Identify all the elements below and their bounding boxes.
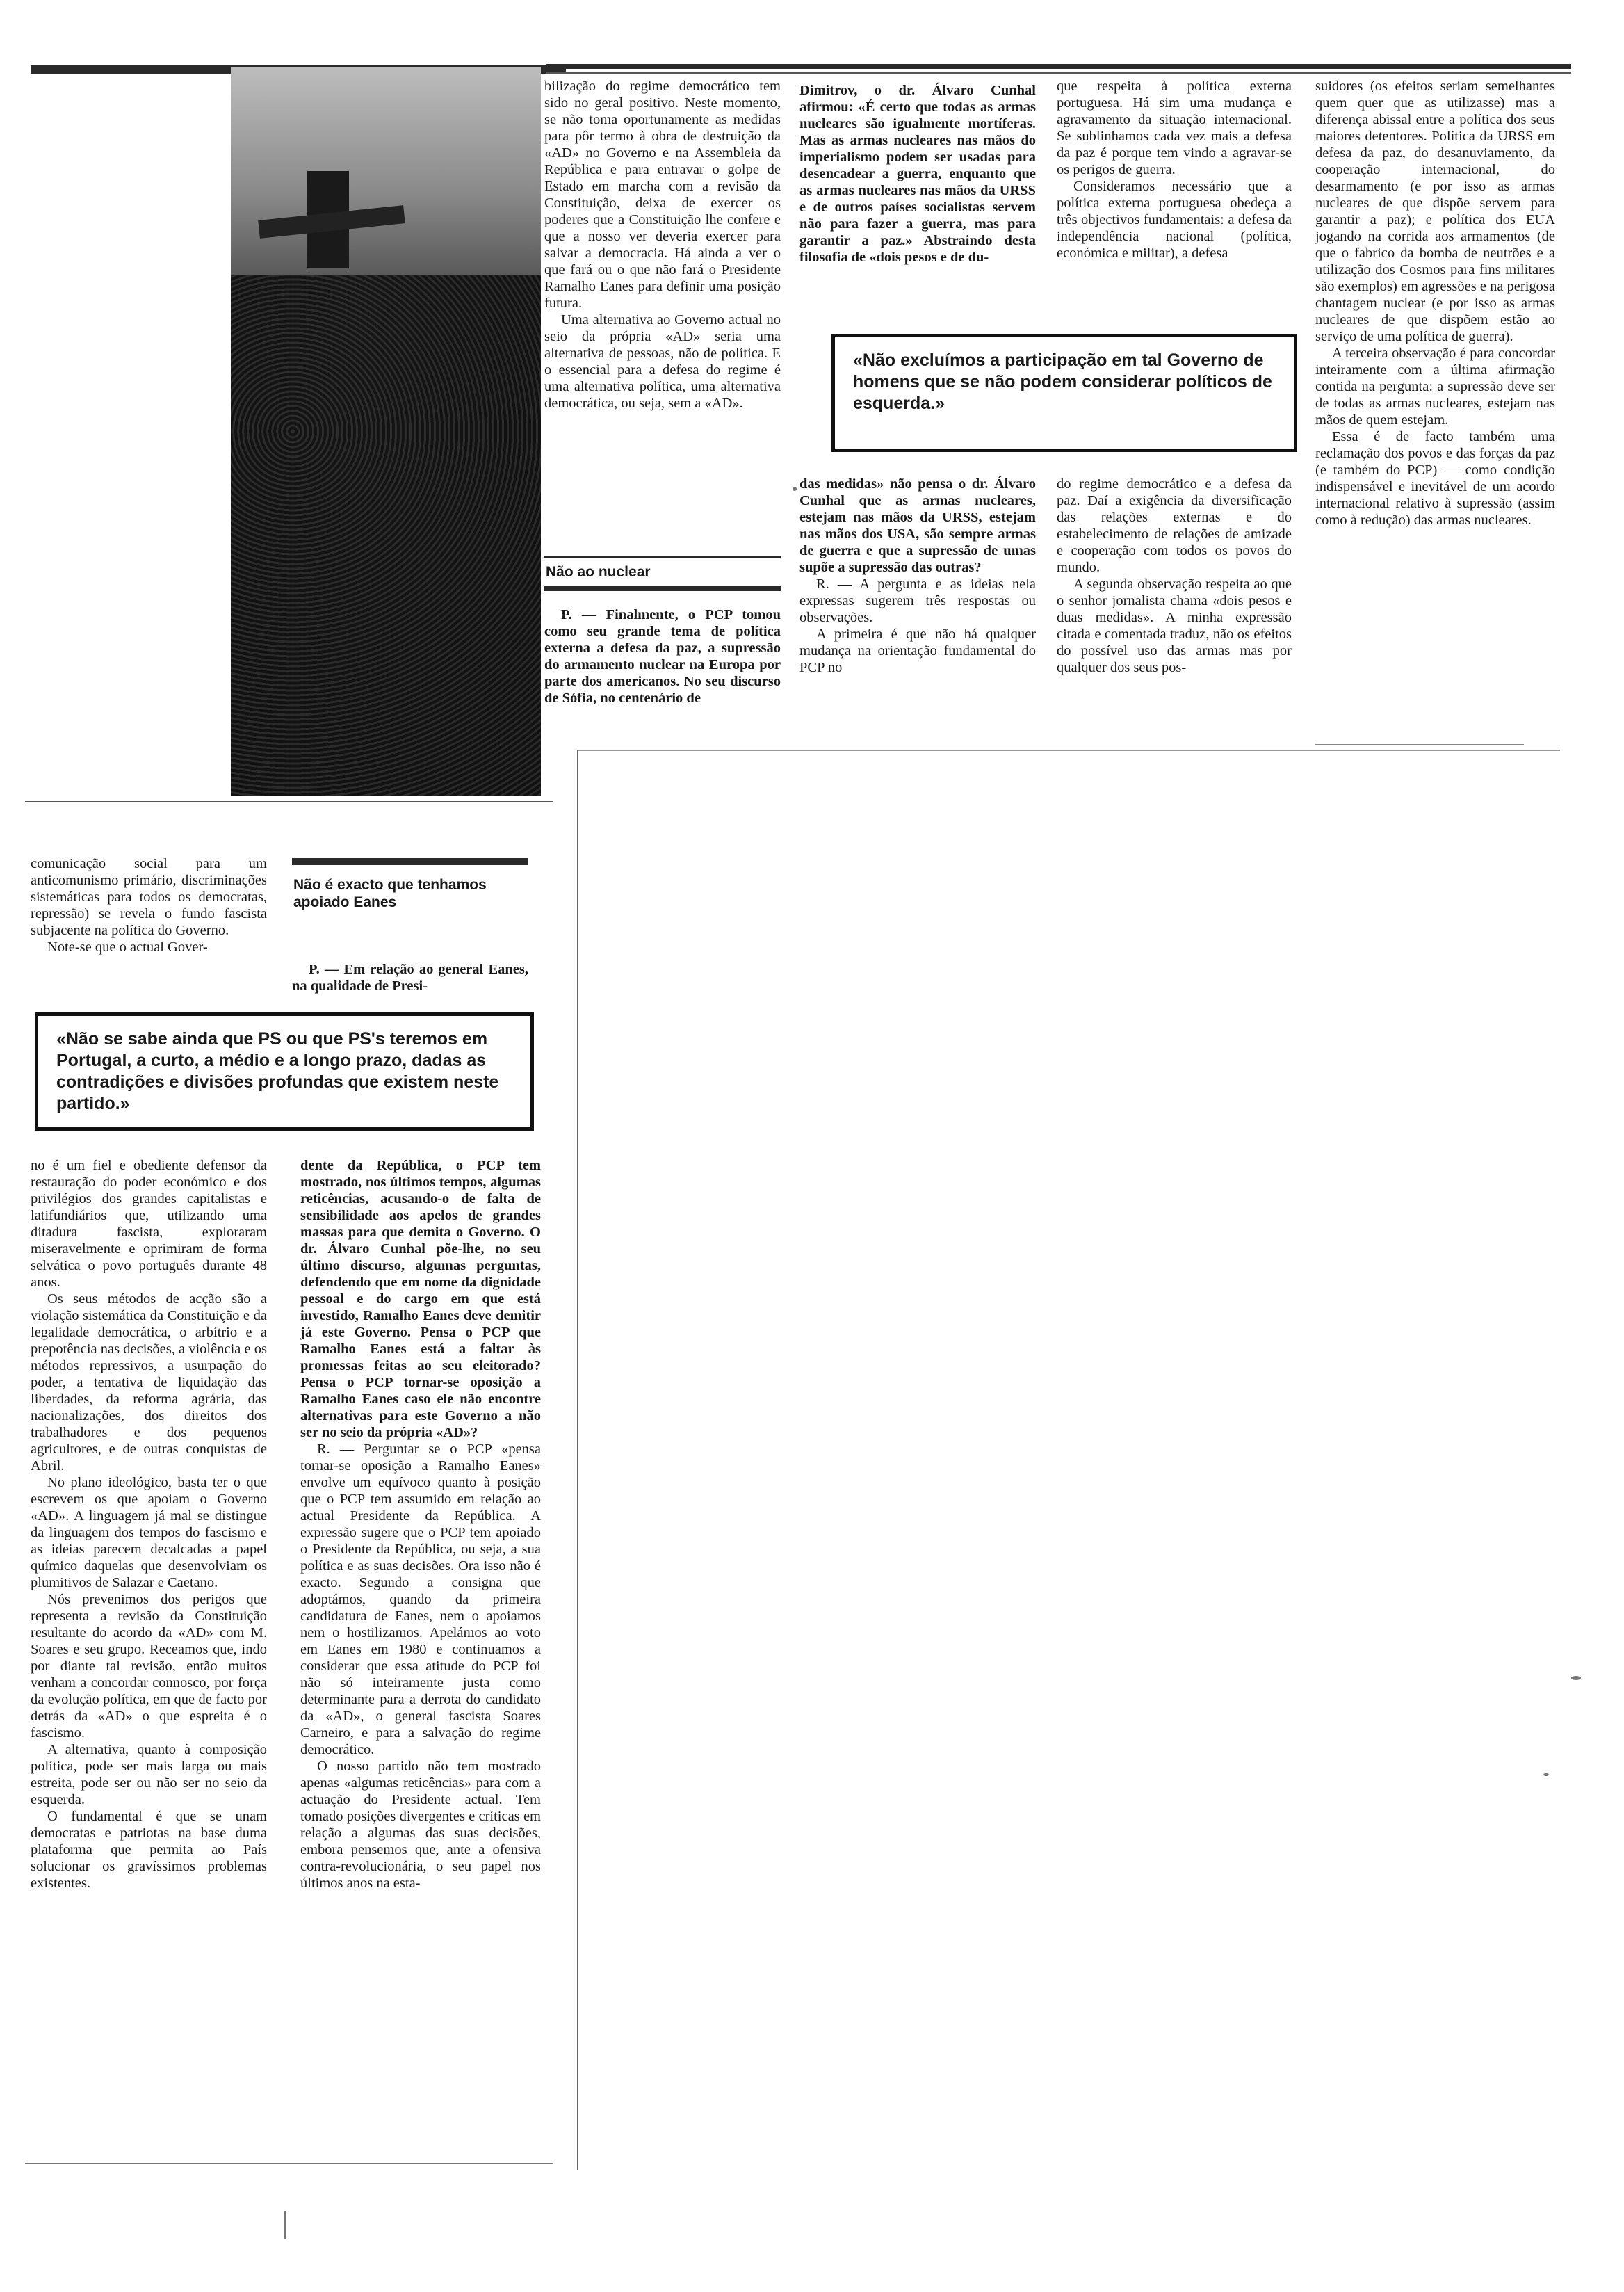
scan-speck xyxy=(793,487,797,491)
paragraph: Essa é de facto também uma reclamação dos povos e das forças da paz (e também do PCP) — como condição indispensável e inevitável de um acordo internacional relativo à supressão (assim como à redução) das armas nucleares. xyxy=(1315,429,1555,528)
top-rule-thin xyxy=(546,72,1571,74)
paragraph: Dimitrov, o dr. Álvaro Cunhal afirmou: «É certo que todas as armas nucleares são igualmente mortíferas. Mas as armas nucleares nas mãos do imperialismo podem ser usadas para desencadear a guerra, enquanto que as armas nucleares nas mãos da URSS e de outros países socialistas servem não para fazer a guerra, mas para garantir a paz.» Abstraindo desta filosofia de «dois pesos e de du- xyxy=(799,83,1036,265)
paragraph: Note-se que o actual Gover- xyxy=(47,939,208,955)
lower-left-column-top xyxy=(31,855,267,994)
column-4 xyxy=(1315,78,1555,732)
paragraph: O fundamental é que se unam democratas e patriotas na base duma plataforma que permita ao País solucionar os gravíssimos problemas existentes. xyxy=(31,1809,267,1891)
paragraph: no é um fiel e obediente defensor da restauração do poder económico e dos privilégios dos grandes capitalistas e latifundiários que, utilizando uma ditadura fascista, exploraram miseravelmente e oprimiram de forma selvática o povo português durante 48 anos. xyxy=(31,1158,267,1290)
scan-speck xyxy=(284,2211,286,2239)
lower-heading-rule xyxy=(292,858,528,865)
paragraph: Uma alternativa ao Governo actual no seio da própria «AD» seria uma alternativa de pessoas, não de política. E o essencial para a defesa do regime é uma alternativa política, uma alternativa democrática, ou seja, sem a «AD». xyxy=(544,312,781,411)
paragraph: do regime democrático e a defesa da paz. Daí a exigência da diversificação das relações externas e do estabelecimento de relações de amizade e cooperação com todos os povos do mundo. xyxy=(1057,476,1292,575)
crowd xyxy=(231,275,541,796)
paragraph: bilização do regime democrático tem sido no geral positivo. Neste momento, se não toma oportunamente as medidas para pôr termo à obra de destruição da «AD» no Governo e na Assembleia da República e para entravar o golpe de Estado em marcha com a revisão da Constituição, deixa de exercer os poderes que a Constituição lhe confere e que a nosso ver deveria exercer para salvar a democracia. Há ainda a ver o que fará ou o que não fará o Presidente Ramalho Eanes para definir uma posição futura. xyxy=(544,79,781,311)
lower-left-column xyxy=(31,1157,267,2158)
column-1-head-rule-bottom xyxy=(544,586,781,591)
paragraph: P. — Finalmente, o PCP tomou como seu grande tema de política externa a defesa da paz, a supressão do armamento nuclear na Europa por parte dos americanos. No seu discurso de Sófia, no centenário de xyxy=(544,607,781,706)
paragraph: Consideramos necessário que a política externa portuguesa obedeça a três objectivos fundamentais: a defesa da independência nacional (política, económica e militar), a defesa xyxy=(1057,179,1292,261)
column-2-bottom xyxy=(799,476,1036,747)
paragraph: O nosso partido não tem mostrado apenas «algumas reticências» para com a actuação do Presidente actual. Tem tomado posições divergentes e críticas em relação a algumas das suas decisões, embora pensemos que, ante a ofensiva contra-revolucionária, o seu papel nos últimos anos na esta- xyxy=(300,1759,541,1891)
blank-area xyxy=(577,750,1560,2170)
article-photo xyxy=(231,67,541,796)
paragraph: das medidas» não pensa o dr. Álvaro Cunhal que as armas nucleares, estejam nas mãos da URSS, estejam nas mãos dos USA, são sempre armas de guerra e que a supressão de umas supõe a supressão das outras? xyxy=(799,476,1036,575)
column-2-top xyxy=(799,82,1036,305)
paragraph: A terceira observação é para concordar inteiramente com a última afirmação contida na pergunta: a supressão deve ser de todas as armas nucleares, estejam nas mãos de quem estejam. xyxy=(1315,346,1555,428)
blank-top-rule-right xyxy=(1315,744,1524,745)
paragraph: suidores (os efeitos seriam semelhantes quem quer que as utilizasse) mas a diferença abissal entre a política dos seus maiores detentores. Política da URSS em defesa da paz, do desanuviamento, da cooperação internacional, do desarmamento (e por isso as armas nucleares de que dispõe servem para garantir a paz); e política dos EUA jogando na corrida aos armamentos (de que o fabrico da bomba de neutrões e a utilização dos Cosmos para fins militares são exemplos) em agressões e na perigosa chantagem nuclear (e por isso as armas nucleares de que dispõem estão ao serviço de uma política de guerra). xyxy=(1315,79,1555,344)
photo-bottom-rule xyxy=(25,801,553,802)
column-1-top xyxy=(544,78,781,565)
bottom-rule xyxy=(25,2163,553,2164)
column-3-bottom xyxy=(1057,476,1292,747)
section-heading-nuclear: Não ao nuclear xyxy=(546,564,651,580)
paragraph: No plano ideológico, basta ter o que escrevem os que apoiam o Governo «AD». A linguagem já mal se distingue da linguagem dos tempos do fascismo e as ideias parecem decalcadas a papel químico daquelas que desenvolviam os plumitivos de Salazar e Caetano. xyxy=(31,1475,267,1590)
column-1-bottom xyxy=(544,606,781,745)
section-heading-eanes: Não é exacto que tenhamos apoiado Eanes xyxy=(293,877,487,910)
column-3-top xyxy=(1057,78,1292,307)
paragraph: A segunda observação respeita ao que o senhor jornalista chama «dois pesos e duas medidas». A minha expressão citada e comentada traduz, não os efeitos do possível uso das armas mas por qualquer dos seus pos- xyxy=(1057,576,1292,675)
pull-quote-government: «Não excluímos a participação em tal Governo de homens que se não podem considerar políticos de esquerda.» xyxy=(831,334,1297,452)
paragraph: comunicação social para um anticomunismo primário, discriminações sistemáticas para todos os democratas, repressão) se revela o fundo fascista subjacente na política do Governo. xyxy=(31,856,267,938)
lower-right-column xyxy=(300,1157,541,2158)
paragraph: Nós prevenimos dos perigos que representa a revisão da Constituição resultante do acordo da «AD» com M. Soares e seu grupo. Receamos que, indo por diante tal revisão, então muitos venham a concordar connosco, por força da evolução política, em que de facto por detrás da «AD» o que espreita é o fascismo. xyxy=(31,1592,267,1741)
paragraph: R. — A pergunta e as ideias nela expressas sugerem três respostas ou observações. xyxy=(799,576,1036,625)
scan-speck xyxy=(1543,1773,1549,1776)
column-1-head-rule-top xyxy=(544,556,781,558)
paragraph: R. — Perguntar se o PCP «pensa tornar-se oposição a Ramalho Eanes» envolve um equívoco quanto à posição que o PCP tem assumido em relação ao actual Presidente da República. A expressão sugere que o PCP tem apoiado o Presidente da República, ou seja, a sua política e as suas decisões. Ora isso não é exacto. Segundo a consigna que adoptámos, quando da primeira candidatura de Eanes, nem o apoiamos nem o hostilizamos. Apelámos ao voto em Eanes em 1980 e continuamos a considerar que essa atitude do PCP foi não só inteiramente justa como determinante para a derrota do candidato da «AD», o general fascista Soares Carneiro, e para a salvação do regime democrático. xyxy=(300,1442,541,1757)
top-rule-right xyxy=(546,64,1571,69)
paragraph: A primeira é que não há qualquer mudança na orientação fundamental do PCP no xyxy=(799,627,1036,675)
pull-quote-ps: «Não se sabe ainda que PS ou que PS's teremos em Portugal, a curto, a médio e a longo prazo, dadas as contradições e divisões profundas que existem neste partido.» xyxy=(35,1012,534,1131)
paragraph: Os seus métodos de acção são a violação sistemática da Constituição e da legalidade democrática, o arbítrio e a prepotência nas decisões, a violência e os métodos repressivos, a usurpação do poder, a tentativa de liquidação das liberdades, da reforma agrária, das nacionalizações, dos direitos dos trabalhadores e dos pequenos agricultores, e de outras conquistas de Abril. xyxy=(31,1291,267,1474)
paragraph: dente da República, o PCP tem mostrado, nos últimos tempos, algumas reticências, acusando-o de falta de sensibilidade aos apelos de grandes massas para que demita o Governo. O dr. Álvaro Cunhal põe-lhe, no seu último discurso, algumas perguntas, defendendo que em nome da dignidade pessoal e do cargo em que está investido, Ramalho Eanes deve demitir já este Governo. Pensa o PCP que Ramalho Eanes está a faltar às promessas feitas ao seu eleitorado? Pensa o PCP tornar-se oposição a Ramalho Eanes caso ele não encontre alternativas para este Governo a não ser no seio da própria «AD»? xyxy=(300,1158,541,1440)
paragraph: que respeita à política externa portuguesa. Há sim uma mudança e agravamento da situação internacional. Se sublinhamos cada vez mais a defesa da paz é porque tem vindo a agravar-se os perigos de guerra. xyxy=(1057,79,1292,177)
paragraph: P. — Em relação ao general Eanes, na qualidade de Presi- xyxy=(292,962,528,994)
scan-speck xyxy=(1571,1676,1581,1680)
lower-right-column-top xyxy=(292,961,528,1003)
paragraph: A alternativa, quanto à composição política, pode ser mais larga ou mais estreita, pode ser ou não ser no seio da esquerda. xyxy=(31,1742,267,1807)
